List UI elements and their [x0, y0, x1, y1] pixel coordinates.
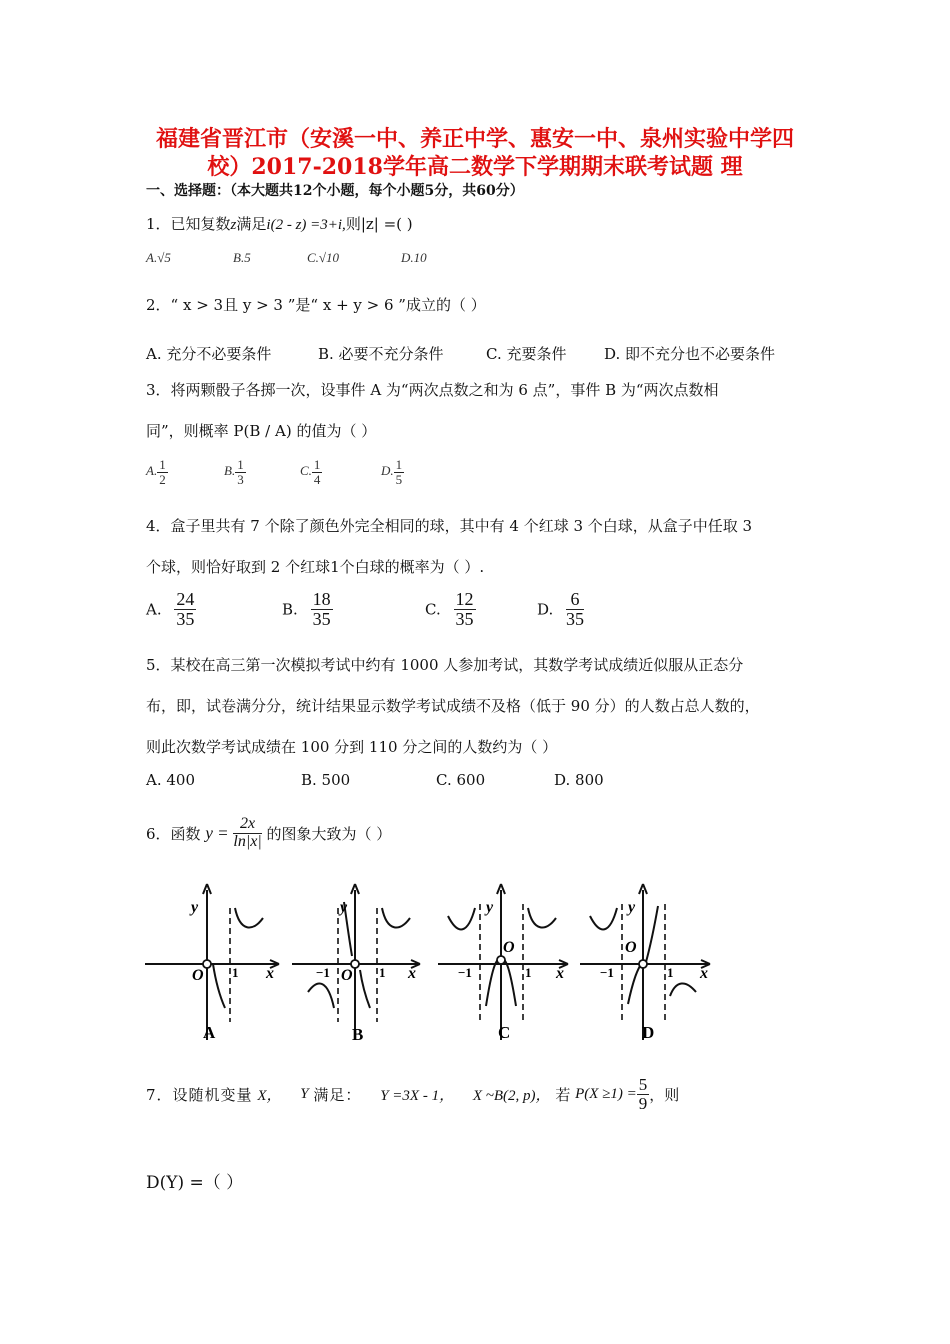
q3-option-b[interactable]: [224, 458, 246, 486]
graph-d-y-label: y: [628, 899, 636, 916]
graph-a-origin: O: [192, 967, 204, 984]
q3-c-fraction: $\frac{1}{4}$: [313, 457, 321, 487]
q1-mid: 满足: [236, 215, 267, 233]
q7-condition: P(X ≥1) =: [575, 1085, 637, 1102]
question-7-line-2: D(Y) =（ ）: [146, 1173, 244, 1193]
q7-mid: 满足：: [313, 1085, 362, 1104]
q4-a-fraction: $\frac{24}{35}$: [176, 589, 195, 629]
graph-a-one: 1: [232, 965, 239, 980]
q1-option-a[interactable]: A.√5: [146, 250, 171, 265]
q7-cond-pre: 若: [555, 1085, 571, 1104]
graph-d-one: 1: [667, 965, 674, 980]
q4-option-d[interactable]: [537, 590, 584, 629]
q1-pre: 1．已知复数: [146, 215, 231, 233]
graph-d-origin: O: [625, 939, 637, 956]
q6-post: 的图象大致为（ ）: [266, 824, 392, 843]
graph-b-y-label: y: [340, 899, 348, 916]
graph-a[interactable]: [143, 880, 283, 1045]
q4-option-b[interactable]: [282, 590, 333, 629]
q7-distribution: X ~B(2, p)，: [472, 1087, 551, 1104]
q4-c-label: C.: [425, 600, 441, 619]
graph-c-one: 1: [525, 965, 532, 980]
graph-a-y-label: y: [191, 899, 199, 916]
q1-option-c[interactable]: C.√10: [307, 250, 340, 265]
q6-pre: 6．函数: [146, 824, 201, 843]
graph-b[interactable]: [290, 880, 430, 1045]
q4-d-label: D.: [537, 600, 554, 619]
q3-a-fraction: $\frac{1}{2}$: [159, 457, 166, 487]
graph-d-x-label: x: [700, 965, 708, 982]
q1-option-b[interactable]: B.5: [233, 250, 251, 265]
question-5-line-2: 布，即，试卷满分分，统计结果显示数学考试成绩不及格（低于 90 分）的人数占总人数的，: [146, 697, 760, 715]
q3-b-label: B.: [224, 463, 236, 479]
question-3-line-2: 同”，则概率 P(B / A) 的值为（ ）: [146, 422, 377, 440]
q4-a-label: A.: [146, 600, 162, 619]
q4-option-c[interactable]: [425, 590, 476, 629]
question-4-line-2: 个球，则恰好取到 2 个红球1个白球的概率为（ ）.: [146, 558, 485, 576]
graph-b-neg-one: −1: [316, 965, 330, 980]
graph-c[interactable]: [436, 880, 576, 1045]
q3-c-label: C.: [300, 463, 312, 479]
graph-d-neg-one: −1: [600, 965, 614, 980]
q6-y: y =: [205, 823, 229, 843]
graph-b-label: B: [352, 1025, 364, 1044]
q5-option-d[interactable]: D. 800: [554, 771, 604, 789]
q4-option-a[interactable]: [146, 590, 196, 629]
q6-fraction: $\frac{2x}{\ln|x|}$: [233, 815, 262, 850]
graph-d-label: D: [642, 1023, 655, 1042]
question-4-line-1: 4．盒子里共有 7 个除了颜色外完全相同的球，其中有 4 个红球 3 个白球，从盒子中任取 3: [146, 517, 753, 535]
graph-d[interactable]: [578, 880, 718, 1045]
graph-b-one: 1: [379, 965, 386, 980]
question-3-line-1: 3．将两颗骰子各掷一次，设事件 A 为“两次点数之和为 6 点”，事件 B 为“两次点数相: [146, 381, 719, 399]
q3-option-d[interactable]: [381, 458, 404, 486]
q2-option-b[interactable]: B. 必要不充分条件: [318, 345, 444, 363]
q7-relation: Y =3X - 1，: [380, 1087, 455, 1104]
question-7-line-1: [146, 1076, 679, 1113]
question-5-line-1: 5．某校在高三第一次模拟考试中约有 1000 人参加考试，其数学考试成绩近似服从正态分: [146, 656, 744, 674]
q1-formula: i(2 - z) =3+i,: [266, 217, 346, 233]
q7-fraction: $\frac{5}{9}$: [638, 1075, 648, 1113]
q2-option-d[interactable]: D. 即不充分也不必要条件: [604, 345, 776, 363]
q4-c-fraction: $\frac{12}{35}$: [455, 589, 474, 629]
q2-option-c[interactable]: C. 充要条件: [486, 345, 567, 363]
q1-post: 则|z| =( ): [345, 215, 413, 233]
q3-a-label: A.: [146, 463, 158, 479]
q7-y: Y: [300, 1085, 309, 1102]
q1-option-d[interactable]: D.10: [401, 250, 427, 265]
q4-b-label: B.: [282, 600, 298, 619]
q5-option-a[interactable]: A. 400: [146, 771, 195, 789]
q1-var: z: [230, 217, 237, 233]
graph-c-neg-one: −1: [458, 965, 472, 980]
q2-option-a[interactable]: A. 充分不必要条件: [146, 345, 272, 363]
graph-b-origin: O: [341, 967, 353, 984]
q5-option-c[interactable]: C. 600: [436, 771, 486, 789]
q4-d-fraction: $\frac{6}{35}$: [566, 589, 585, 629]
q3-b-fraction: $\frac{1}{3}$: [237, 457, 244, 487]
q3-d-label: D.: [381, 463, 394, 479]
graph-a-label: A: [203, 1023, 216, 1042]
q7-end: ，则: [649, 1085, 680, 1104]
q3-option-c[interactable]: [300, 458, 322, 486]
q7-x: X，: [257, 1087, 282, 1104]
q3-option-a[interactable]: [146, 458, 168, 486]
graph-b-x-label: x: [408, 965, 416, 982]
graph-c-x-label: x: [556, 965, 564, 982]
graph-c-origin: O: [503, 939, 515, 956]
q3-d-fraction: $\frac{1}{5}$: [395, 457, 403, 487]
section-header: 一、选择题：（本大题共12个小题，每个小题5分，共60分）: [146, 183, 524, 199]
q4-b-fraction: $\frac{18}{35}$: [312, 589, 331, 629]
question-1-stem: [146, 213, 413, 234]
graph-c-label: C: [498, 1023, 511, 1042]
q7-pre: 7．设随机变量: [146, 1085, 253, 1104]
question-5-line-3: 则此次数学考试成绩在 100 分到 110 分之间的人数约为（ ）: [146, 738, 558, 756]
graph-a-x-label: x: [266, 965, 274, 982]
title-line-2: 校）2017-2018学年高二数学下学期期末联考试题 理: [207, 154, 743, 180]
question-6-stem: [146, 816, 391, 851]
graph-c-y-label: y: [486, 899, 494, 916]
q5-option-b[interactable]: B. 500: [301, 771, 351, 789]
title-line-1: 福建省晋江市（安溪一中、养正中学、惠安一中、泉州实验中学四: [155, 126, 794, 152]
question-2-stem: 2．“ x > 3且 y > 3 ”是“ x + y > 6 ”成立的（ ）: [146, 296, 486, 314]
